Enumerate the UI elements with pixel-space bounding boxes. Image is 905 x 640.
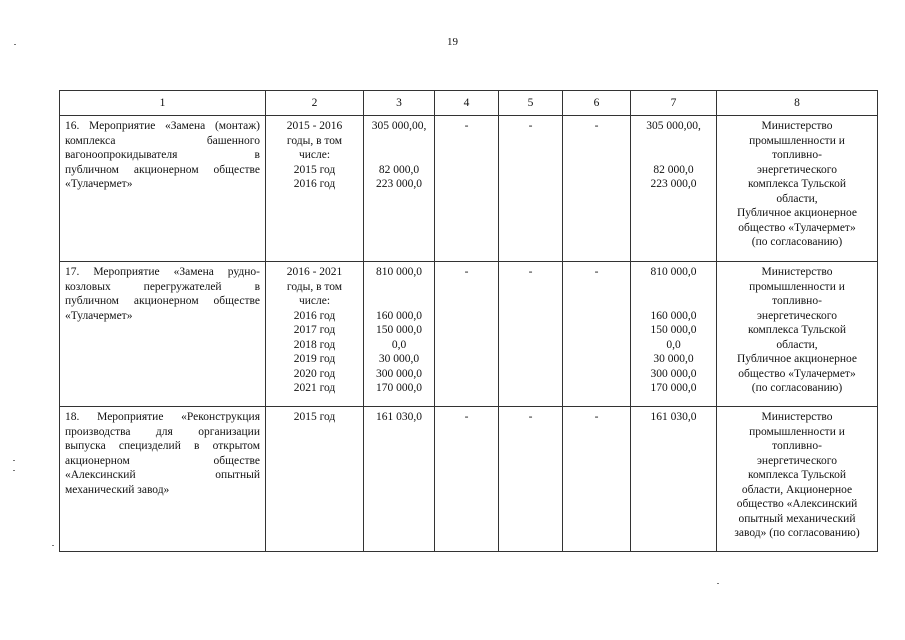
period-line: 2015 год [293,411,336,423]
col6-cell [563,116,631,262]
measure-name-line: «Алексинский опытный [65,469,260,481]
responsible-cell [717,262,878,407]
amount-value: 160 000,0 [650,309,697,322]
amount-value: 82 000,0 [378,163,420,176]
amount-value: 0,0 [391,338,407,351]
col4-cell [435,262,499,407]
measure-name-line: публичном акционерном обществе [65,163,260,176]
dash-value: - [594,411,599,423]
responsible-line: области, [776,192,818,205]
responsible-line: топливно- [772,295,822,307]
period-line: 2015 - 2016 [286,120,343,132]
amount-value: 0,0 [666,338,681,351]
dash-value: - [528,266,533,278]
responsible-line: общество «Алексинский [736,498,858,510]
column-header: 1 [60,91,266,116]
responsible-line: Министерство [761,266,833,278]
responsible-line: топливно- [772,440,822,452]
col6-cell [563,407,631,552]
scan-speck [13,460,15,461]
page-number: 19 [447,36,458,48]
period-line: 2018 год [293,338,336,351]
responsible-line: (по согласованию) [751,236,843,248]
amount-value: 223 000,0 [650,178,697,190]
amount-value: 161 030,0 [376,411,422,423]
period-line: 2016 - 2021 [286,266,343,278]
amount-value: 82 000,0 [653,163,694,176]
period-line: 2015 год [293,163,336,176]
col4-cell [435,116,499,262]
measure-name-line: механический завод» [65,483,170,496]
responsible-line: промышленности и [749,280,845,293]
amount-value: 150 000,0 [650,324,697,336]
responsible-line: Министерство [761,411,833,423]
scan-speck [52,545,54,546]
period-line: 2016 год [293,178,336,190]
amount-col7-cell [631,262,717,407]
scan-speck [14,44,16,45]
measure-name-line: «Тулачермет» [65,309,133,322]
period-line: 2021 год [293,382,336,394]
responsible-line: (по согласованию) [751,382,843,394]
amount-value: 30 000,0 [378,353,420,365]
measure-name-line: «Тулачермет» [65,178,133,190]
amount-value: 170 000,0 [650,382,697,394]
amount-value: 305 000,00, [371,120,427,132]
table-row [60,407,878,552]
dash-value: - [464,411,469,423]
amount-col7-cell [631,407,717,552]
col5-cell [499,116,563,262]
period-cell [266,262,364,407]
responsible-cell [717,407,878,552]
measure-name-line: 18. Мероприятие «Реконструкция [65,411,260,423]
responsible-line: области, [776,338,818,351]
period-line: 2016 год [293,309,336,322]
dash-value: - [528,411,533,423]
measure-name-line: козловых перегружателей в [65,280,260,293]
period-line: годы, в том [286,134,343,147]
amount-value: 150 000,0 [376,324,422,336]
program-measures-table [59,90,878,552]
amount-total-cell [364,116,435,262]
period-line: 2019 год [293,353,336,365]
measure-name-line: публичном акционерном обществе [65,295,260,307]
measure-name-line: выпуска специзделий в открытом [65,440,260,452]
period-line: 2020 год [293,367,336,380]
amount-value: 170 000,0 [376,382,422,394]
responsible-line: промышленности и [749,134,845,147]
responsible-line: энергетического [756,454,837,467]
measure-name-cell [60,262,266,407]
responsible-line: опытный механический [738,512,856,525]
period-line: числе: [298,149,331,161]
amount-value: 223 000,0 [376,178,422,190]
measure-name-line: комплекса башенного [65,134,260,147]
amount-total-cell [364,407,435,552]
responsible-line: Министерство [761,120,833,132]
dash-value: - [464,266,469,278]
measure-name-line: вагоноопрокидывателя в [65,149,260,161]
responsible-line: Публичное акционерное [736,207,858,219]
measure-name-line: 16. Мероприятие «Замена (монтаж) [65,120,260,132]
responsible-line: общество «Тулачермет» [738,367,856,380]
col5-cell [499,262,563,407]
responsible-cell [717,116,878,262]
column-header: 5 [499,91,563,116]
measure-name-cell [60,116,266,262]
column-header: 2 [266,91,364,116]
responsible-line: общество «Тулачермет» [738,221,856,234]
amount-value: 160 000,0 [376,309,422,322]
measure-name-line: акционерном обществе [65,454,260,467]
amount-value: 30 000,0 [653,353,694,365]
amount-value: 305 000,00, [646,120,701,132]
dash-value: - [594,120,599,132]
responsible-line: комплекса Тульской [747,469,847,481]
responsible-line: комплекса Тульской [747,324,847,336]
responsible-line: топливно- [772,149,822,161]
dash-value: - [528,120,533,132]
measure-name-line: 17. Мероприятие «Замена рудно- [65,266,260,278]
table-header-row [60,91,878,116]
scan-speck [13,470,15,471]
scan-speck [717,583,719,584]
responsible-line: энергетического [756,163,837,176]
dash-value: - [594,266,599,278]
table-row [60,116,878,262]
period-line: годы, в том [286,280,343,293]
amount-value: 300 000,0 [376,367,422,380]
period-line: 2017 год [293,324,336,336]
amount-value: 300 000,0 [650,367,697,380]
table-row [60,262,878,407]
period-line: числе: [298,295,331,307]
amount-value: 161 030,0 [650,411,697,423]
responsible-line: области, Акционерное [741,483,853,496]
amount-total-cell [364,262,435,407]
column-header: 6 [563,91,631,116]
amount-value: 810 000,0 [376,266,422,278]
column-header: 3 [364,91,435,116]
responsible-line: комплекса Тульской [747,178,847,190]
column-header: 4 [435,91,499,116]
responsible-line: завод» (по согласованию) [734,527,860,539]
col4-cell [435,407,499,552]
responsible-line: Публичное акционерное [736,353,858,365]
dash-value: - [464,120,469,132]
measure-name-line: производства для организации [65,425,260,438]
col5-cell [499,407,563,552]
measure-name-cell [60,407,266,552]
column-header: 8 [717,91,878,116]
column-header: 7 [631,91,717,116]
responsible-line: промышленности и [749,425,845,438]
period-cell [266,407,364,552]
col6-cell [563,262,631,407]
responsible-line: энергетического [756,309,837,322]
period-cell [266,116,364,262]
amount-value: 810 000,0 [650,266,697,278]
amount-col7-cell [631,116,717,262]
